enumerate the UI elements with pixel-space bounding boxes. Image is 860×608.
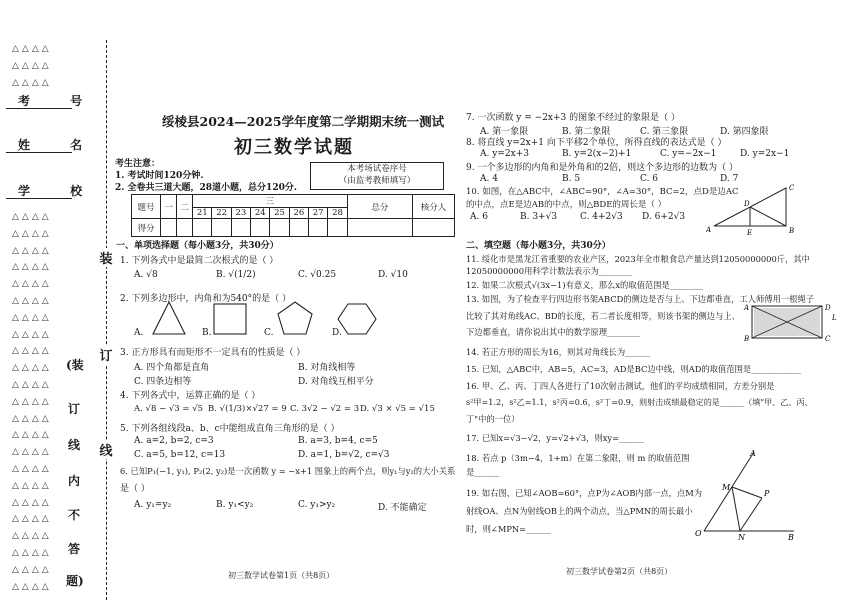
score-header-checker: 核分人 xyxy=(413,195,455,219)
q2-option-b[interactable]: B. xyxy=(202,328,212,338)
q9-option-a[interactable]: A. 4 xyxy=(480,174,498,184)
margin-triangle-row: △△△△ xyxy=(12,312,52,323)
q13-bookshelf-figure xyxy=(742,300,838,342)
q4-option-d[interactable]: D. √3 × √5 = √15 xyxy=(360,404,435,414)
score-cell[interactable] xyxy=(347,219,412,237)
square-shape xyxy=(214,304,246,334)
exam-number-line[interactable] xyxy=(6,108,72,109)
score-row-label: 得分 xyxy=(132,219,161,237)
q6-option-b[interactable]: B. y₁<y₂ xyxy=(216,500,254,510)
q13-label-a: A xyxy=(744,304,750,312)
question-11-line2[interactable]: 12050000000用科学计数法表示为________ xyxy=(466,266,632,276)
score-cell[interactable] xyxy=(177,219,193,237)
q10-option-b[interactable]: B. 3+√3 xyxy=(520,212,558,222)
score-header-total: 总分 xyxy=(347,195,412,219)
margin-triangle-row: △△△△ xyxy=(12,564,52,575)
binding-char-zhuang: 装 xyxy=(98,248,114,267)
exam-subject-title: 初三数学试题 xyxy=(234,137,354,158)
seat-box-line1: 本考场试卷序号 xyxy=(347,164,407,174)
margin-triangle-row: △△△△ xyxy=(12,296,52,306)
q9-option-c[interactable]: C. 6 xyxy=(640,174,659,184)
margin-triangle-row: △△△△ xyxy=(12,212,52,222)
margin-triangle-row: △△△△ xyxy=(12,497,52,508)
score-subcol-header: 28 xyxy=(328,208,347,219)
question-13-line1: 13. 如图，为了检查平行四边形书架ABCD的侧边是否与上、下边都垂直，工人师傅用一根绳子 xyxy=(466,294,815,304)
question-17[interactable]: 17. 已知x=√3−√2，y=√2+√3，则xy=______ xyxy=(466,433,644,443)
score-cell[interactable] xyxy=(160,219,176,237)
question-9: 9. 一个多边形的内角和是外角和的2倍，则这个多边形的边数为（ ） xyxy=(466,163,739,173)
margin-triangle-row: △△△△ xyxy=(12,548,52,558)
q10-triangle-figure xyxy=(706,180,802,236)
q3-option-b[interactable]: B. 对角线相等 xyxy=(298,363,356,373)
score-header-label: 题号 xyxy=(132,195,161,219)
q10-option-c[interactable]: C. 4+2√3 xyxy=(580,212,623,222)
exam-number-label: 考 号 xyxy=(18,94,101,108)
binding-note-char: 内 xyxy=(67,474,80,488)
margin-triangle-row: △△△△ xyxy=(12,228,52,239)
school-label: 学 校 xyxy=(18,184,101,198)
binding-note-char: 题) xyxy=(66,574,84,588)
score-cell[interactable] xyxy=(231,219,250,237)
binding-char-ding: 订 xyxy=(98,345,114,364)
score-header-part3: 三 xyxy=(193,195,348,208)
margin-triangle-row: △△△△ xyxy=(12,262,52,273)
binding-note-char: 订 xyxy=(67,402,80,416)
score-cell[interactable] xyxy=(328,219,347,237)
exam-title: 绥棱县2024—2025学年度第二学期期末统一测试 xyxy=(162,114,445,129)
question-13-line2: 比较了其对角线AC、BD的长度，若二者长度相等，则该书架的侧边与上、 xyxy=(466,311,740,321)
margin-triangle-row: △△△△ xyxy=(12,363,52,374)
question-8: 8. 将直线 y=2x+1 向下平移2个单位，所得直线的表达式是（ ） xyxy=(466,138,727,148)
margin-triangle-row: △△△△ xyxy=(12,447,52,458)
score-cell[interactable] xyxy=(193,219,212,237)
q4-option-b[interactable]: B. √(1/3)×√27 = 9 xyxy=(208,404,287,414)
q13-label-b: B xyxy=(744,335,750,342)
notice-1: 1. 考试时间120分钟. xyxy=(115,171,204,181)
score-subcol-header: 27 xyxy=(309,208,328,219)
q6-option-c[interactable]: C. y₁>y₂ xyxy=(298,500,336,510)
q13-label-c: C xyxy=(825,335,831,342)
binding-line xyxy=(106,40,107,600)
q3-option-d[interactable]: D. 对角线互相平分 xyxy=(298,377,374,387)
score-cell[interactable] xyxy=(289,219,308,237)
seat-box-line2: （由监考教师填写） xyxy=(338,176,416,186)
question-2: 2. 下列多边形中，内角和为540°的是（ ） xyxy=(120,294,291,304)
margin-triangle-row: △△△△ xyxy=(12,581,52,592)
q5-option-d[interactable]: D. a=1, b=√2, c=√3 xyxy=(298,450,390,460)
binding-note-char: 答 xyxy=(67,542,80,556)
q19-label-b: B xyxy=(788,533,794,542)
q1-option-a[interactable]: A. √8 xyxy=(134,270,158,280)
school-line[interactable] xyxy=(6,198,72,199)
score-cell[interactable] xyxy=(270,219,289,237)
margin-triangle-row: △△△△ xyxy=(12,279,52,290)
margin-triangle-row: △△△△ xyxy=(12,430,52,441)
q8-option-a[interactable]: A. y=2x+3 xyxy=(480,149,529,159)
score-header-part1: 一 xyxy=(160,195,176,219)
triangle-shape xyxy=(153,302,185,334)
q19-label-n: N xyxy=(738,533,745,542)
score-cell[interactable] xyxy=(413,219,455,237)
q10-option-d[interactable]: D. 6+2√3 xyxy=(642,212,686,222)
q7-option-a[interactable]: A. 第一象限 xyxy=(480,127,529,137)
footer-page1: 初三数学试卷第1页（共8页） xyxy=(228,571,335,580)
margin-triangle-row: △△△△ xyxy=(12,396,52,407)
question-6: 6. 已知P₁(−1, y₁), P₂(2, y₂)是一次函数 y = −x+1 图象上的两个点，则y₁与y₂的大小关系 xyxy=(120,466,456,476)
question-16-line2[interactable]: s²甲=1.2，s²乙=1.1，s²丙=0.6，s²丁=0.9，则射击成绩最稳定的是______（填"甲、乙、丙、 xyxy=(466,397,813,407)
question-3: 3. 正方形具有而矩形不一定具有的性质是（ ） xyxy=(120,348,306,358)
margin-triangle-row: △△△△ xyxy=(12,380,52,390)
q13-label-l: L xyxy=(832,314,837,322)
notice-2: 2. 全卷共三道大题，28道小题，总分120分. xyxy=(115,183,297,193)
score-cell[interactable] xyxy=(251,219,270,237)
margin-triangle-row: △△△△ xyxy=(12,77,52,88)
score-subcol-header: 23 xyxy=(231,208,250,219)
q7-option-c[interactable]: C. 第三象限 xyxy=(640,127,689,137)
question-4: 4. 下列各式中，运算正确的是（ ） xyxy=(120,391,261,401)
part2-heading: 二、填空题（每小题3分，共30分） xyxy=(466,241,611,251)
q8-option-b[interactable]: B. y=2(x−2)+1 xyxy=(562,149,632,159)
footer-page2: 初三数学试卷第2页（共8页） xyxy=(566,567,673,576)
question-5: 5. 下列各组线段a、b、c中能组成直角三角形的是（ ） xyxy=(120,424,340,434)
question-18-line1: 18. 若点 p（3m−4，1+m）在第二象限，则 m 的取值范围 xyxy=(466,453,690,463)
q8-option-d[interactable]: D. y=2x−1 xyxy=(740,149,790,159)
q19-label-o: O xyxy=(695,529,702,538)
q19-angle-figure xyxy=(694,446,804,542)
q10-label-e: E xyxy=(747,229,753,236)
q1-option-b[interactable]: B. √(1/2) xyxy=(216,270,256,280)
margin-triangle-row: △△△△ xyxy=(12,245,52,256)
score-subcol-header: 25 xyxy=(270,208,289,219)
question-19-line2: 射线OA、点N为射线OB上的两个动点，当△PMN的周长最小 xyxy=(466,506,693,516)
question-10-line1: 10. 如图，在△ABC中，∠ABC=90°，∠A=30°，BC=2，点D是边AC xyxy=(466,187,739,197)
name-label: 姓 名 xyxy=(18,138,101,152)
margin-triangle-row: △△△△ xyxy=(12,413,52,424)
question-10-line2: 的中点，点E是边AB的中点，则△BDE的周长是（ ） xyxy=(466,200,667,210)
question-16-line3: 丁"中的一位） xyxy=(466,414,520,424)
question-1: 1. 下列各式中是最简二次根式的是（ ） xyxy=(120,256,279,266)
name-line[interactable] xyxy=(6,152,72,153)
q10-label-c: C xyxy=(789,184,795,192)
question-18-line2[interactable]: 是______ xyxy=(466,467,500,477)
q3-option-c[interactable]: C. 四条边相等 xyxy=(134,377,192,387)
margin-triangle-row: △△△△ xyxy=(12,514,52,525)
score-subcol-header: 24 xyxy=(251,208,270,219)
q19-label-a: A xyxy=(750,449,756,458)
q6-option-d[interactable]: D. 不能确定 xyxy=(378,503,427,513)
q8-option-c[interactable]: C. y=−2x−1 xyxy=(660,149,717,159)
q5-option-b[interactable]: B. a=3, b=4, c=5 xyxy=(298,436,378,446)
q4-option-c[interactable]: C. 3√2 − √2 = 3 xyxy=(290,404,360,414)
q19-label-m: M xyxy=(722,483,731,492)
margin-triangle-row: △△△△ xyxy=(12,480,52,491)
q2-polygon-figures xyxy=(140,298,400,340)
q1-option-c[interactable]: C. √0.25 xyxy=(298,270,337,280)
question-13-line3[interactable]: 下边都垂直，请你说出其中的数学原理________ xyxy=(466,327,641,337)
margin-triangle-row: △△△△ xyxy=(12,329,52,340)
question-15[interactable]: 15. 已知，△ABC中，AB=5，AC=3，AD是BC边中线，则AD的取值范围是____________ xyxy=(466,364,802,374)
margin-triangle-row: △△△△ xyxy=(12,60,52,71)
score-subcol-header: 21 xyxy=(193,208,212,219)
question-11-line1: 11. 绥化市是黑龙江省重要的农业产区，2023年全市粮食总产量达到12050000000斤，其中 xyxy=(466,254,810,264)
q3-option-a[interactable]: A. 四个角都是直角 xyxy=(134,363,210,373)
q2-option-c[interactable]: C. xyxy=(264,328,274,338)
score-subcol-header: 26 xyxy=(289,208,308,219)
question-16-line1: 16. 甲、乙、丙、丁四人各进行了10次射击测试，他们的平均成绩相同，方差分别是 xyxy=(466,381,775,391)
q2-option-d[interactable]: D. xyxy=(332,328,342,338)
margin-triangle-row: △△△△ xyxy=(12,44,52,54)
score-table xyxy=(131,194,455,237)
margin-triangle-row: △△△△ xyxy=(12,346,52,357)
margin-triangle-row: △△△△ xyxy=(12,464,52,474)
q1-option-d[interactable]: D. √10 xyxy=(378,270,408,280)
q10-label-a: A xyxy=(706,226,712,234)
score-subcol-header: 22 xyxy=(212,208,231,219)
score-cell[interactable] xyxy=(212,219,231,237)
q10-label-d: D xyxy=(744,200,750,208)
q7-option-d[interactable]: D. 第四象限 xyxy=(720,127,769,137)
score-header-part2: 二 xyxy=(177,195,193,219)
q10-label-b: B xyxy=(789,227,795,235)
question-19-line1: 19. 如右图，已知∠AOB=60°，点P为∠AOB内部一点，点M为 xyxy=(466,488,703,498)
pentagon-shape xyxy=(278,302,312,334)
q5-option-a[interactable]: A. a=2, b=2, c=3 xyxy=(134,436,214,446)
question-14[interactable]: 14. 若正方形的周长为16，则其对角线长为______ xyxy=(466,347,651,357)
score-cell[interactable] xyxy=(309,219,328,237)
question-6-cont: 是（ ） xyxy=(120,484,150,494)
q2-option-a[interactable]: A. xyxy=(134,328,144,338)
seat-number-box[interactable] xyxy=(310,162,444,190)
q13-label-d: D xyxy=(825,304,831,312)
q4-option-a[interactable]: A. √8 − √3 = √5 xyxy=(134,404,204,414)
hexagon-shape xyxy=(338,304,376,334)
binding-note-char: 线 xyxy=(67,438,80,452)
binding-note-char: 不 xyxy=(67,508,80,522)
part1-heading: 一、单项选择题（每小题3分，共30分） xyxy=(116,241,279,251)
binding-note-char: (装 xyxy=(66,358,84,372)
q9-option-d[interactable]: D. 7 xyxy=(720,174,739,184)
q19-label-p: P xyxy=(764,489,770,498)
q10-option-a[interactable]: A. 6 xyxy=(470,212,488,222)
question-19-line3[interactable]: 时，则∠MPN=______ xyxy=(466,524,552,534)
binding-char-xian: 线 xyxy=(98,440,114,459)
notice-title: 考生注意： xyxy=(115,159,161,169)
q9-option-b[interactable]: B. 5 xyxy=(562,174,581,184)
q5-option-c[interactable]: C. a=5, b=12, c=13 xyxy=(134,450,226,460)
question-12[interactable]: 12. 如果二次根式√(3x−1)有意义，那么x的取值范围是________ xyxy=(466,280,703,290)
margin-triangle-row: △△△△ xyxy=(12,531,52,542)
q6-option-a[interactable]: A. y₁=y₂ xyxy=(134,500,172,510)
q7-option-b[interactable]: B. 第二象限 xyxy=(562,127,611,137)
question-7: 7. 一次函数 y = −2x+3 的图象不经过的象限是（ ） xyxy=(466,113,680,123)
